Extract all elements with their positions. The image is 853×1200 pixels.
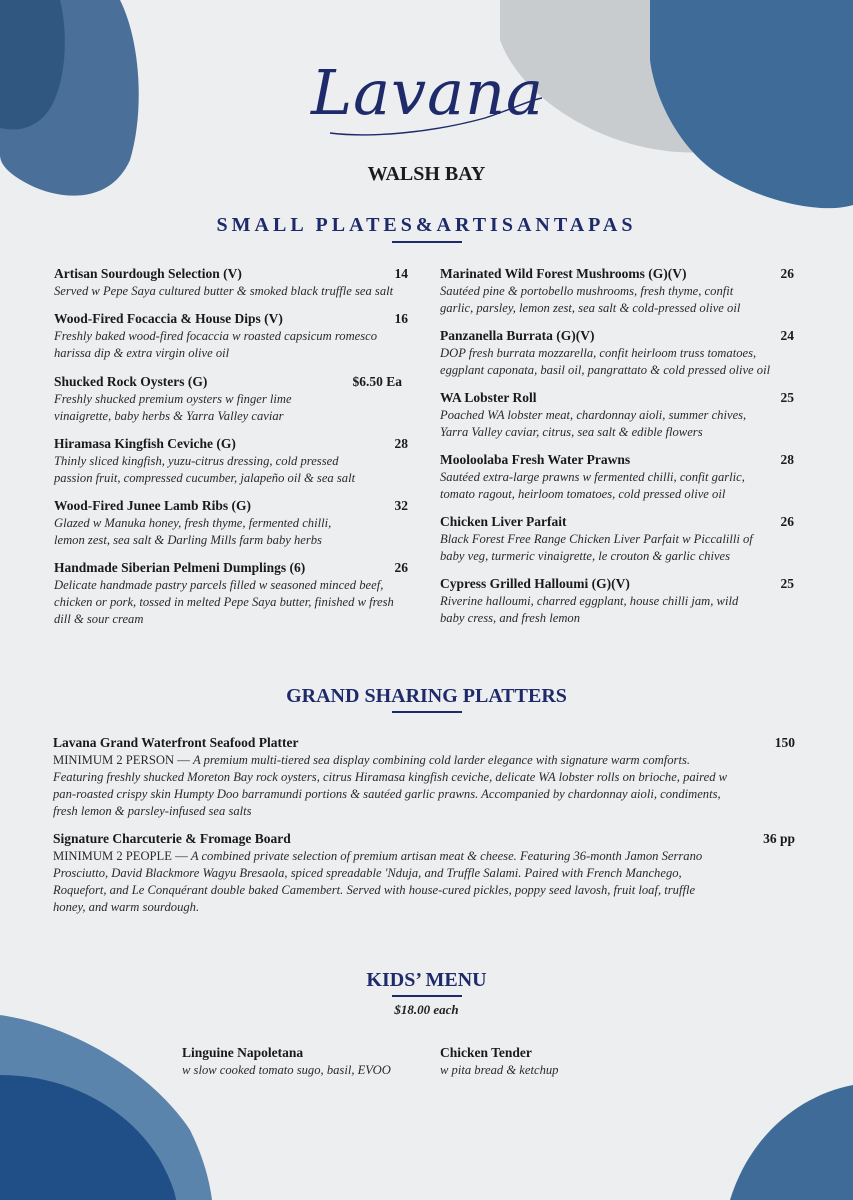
menu-item: [54, 266, 408, 300]
item-price: 24: [780, 328, 794, 343]
menu-item: [54, 374, 402, 425]
item-price: 26: [780, 266, 794, 281]
menu-item: [53, 735, 795, 820]
platters-title: GRAND SHARING PLATTERS: [286, 685, 567, 707]
menu-item: [440, 514, 794, 565]
item-price: 150: [774, 735, 795, 750]
item-name: Handmade Siberian Pelmeni Dumplings (6): [54, 560, 306, 575]
menu-item: [54, 560, 408, 628]
menu-item: [440, 576, 794, 627]
menu-item: [440, 1045, 680, 1079]
kids-underline: [392, 995, 462, 997]
menu-item: [182, 1045, 422, 1079]
menu-item: [53, 831, 795, 916]
item-price: 25: [780, 576, 794, 591]
item-name: Panzanella Burrata (G)(V): [440, 328, 595, 343]
menu-item: [54, 311, 408, 362]
menu-item: [54, 498, 408, 549]
menu-item: [440, 390, 794, 441]
item-price: 16: [394, 311, 408, 326]
item-description-text: A premium multi-tiered sea display combining cold larder elegance with signature warm comforts. Featuring freshly shucked Moreton Bay rock oysters, citrus Hiramasa kingfish ceviche, delicate WA lobster rolls on brioche, paired w pan-roasted crispy skin Humpty Doo barramundi portions & sautéed garlic prawns. Accompanied by chardonnay aioli, condiments, fresh lemon & parsley-infused sea salts: [53, 753, 728, 818]
item-description: DOP fresh burrata mozzarella, confit heirloom truss tomatoes, eggplant caponata, basil oil, pangrattato & cold pressed olive oil: [440, 346, 771, 377]
item-description: w pita bread & ketchup: [440, 1063, 559, 1077]
item-description: Delicate handmade pastry parcels filled w seasoned minced beef, chicken or pork, tossed in melted Pepe Saya butter, finished w fresh dill & sour cream: [54, 578, 394, 626]
item-name: Mooloolaba Fresh Water Prawns: [440, 452, 631, 467]
platters-underline: [392, 711, 462, 713]
item-description: Served w Pepe Saya cultured butter & smoked black truffle sea salt: [54, 284, 394, 298]
item-description: [53, 848, 703, 916]
item-name: Signature Charcuterie & Fromage Board: [53, 831, 291, 846]
item-description: Riverine halloumi, charred eggplant, house chilli jam, wild baby cress, and fresh lemon: [440, 594, 739, 625]
menu-item: [440, 452, 794, 503]
item-description: Freshly shucked premium oysters w finger lime vinaigrette, baby herbs & Yarra Valley caviar: [54, 392, 292, 423]
item-description: Sautéed extra-large prawns w fermented chilli, confit garlic, tomato ragout, heirloom tomatoes, cold pressed olive oil: [440, 470, 745, 501]
item-name: WA Lobster Roll: [440, 390, 537, 405]
item-price: $6.50 Ea: [352, 374, 402, 389]
item-price: 25: [780, 390, 794, 405]
item-name: Shucked Rock Oysters (G): [54, 374, 208, 389]
item-name: Chicken Liver Parfait: [440, 514, 567, 529]
kids-title: KIDS’ MENU: [366, 969, 487, 991]
small-plates-title: SMALL PLATES&ARTISANTAPAS: [216, 214, 637, 236]
item-name: Artisan Sourdough Selection (V): [54, 266, 242, 281]
item-description: [53, 752, 743, 820]
item-name: Hiramasa Kingfish Ceviche (G): [54, 436, 236, 451]
item-description: w slow cooked tomato sugo, basil, EVOO: [182, 1063, 391, 1077]
menu-item: [440, 328, 794, 379]
menu-item: [440, 266, 794, 317]
item-description: Freshly baked wood-fired focaccia w roasted capsicum romesco harissa dip & extra virgin olive oil: [54, 329, 378, 360]
item-price: 32: [394, 498, 408, 513]
item-price: 28: [394, 436, 408, 451]
item-description: Poached WA lobster meat, chardonnay aioli, summer chives, Yarra Valley caviar, citrus, sea salt & edible flowers: [440, 408, 747, 439]
item-price: 36 pp: [763, 831, 795, 846]
minimum-note: MINIMUM 2 PEOPLE —: [53, 849, 191, 863]
menu-item: [54, 436, 408, 487]
item-price: 26: [780, 514, 794, 529]
item-name: Cypress Grilled Halloumi (G)(V): [440, 576, 630, 591]
kids-price: $18.00 each: [394, 1002, 459, 1017]
logo: [310, 38, 545, 148]
venue-name: WALSH BAY: [367, 163, 486, 185]
item-description: Thinly sliced kingfish, yuzu-citrus dressing, cold pressed passion fruit, compressed cucumber, jalapeño oil & sea salt: [54, 454, 356, 485]
item-description: Sautéed pine & portobello mushrooms, fresh thyme, confit garlic, parsley, lemon zest, sea salt & cold-pressed olive oil: [440, 284, 741, 315]
minimum-note: MINIMUM 2 PERSON —: [53, 753, 193, 767]
item-name: Wood-Fired Focaccia & House Dips (V): [54, 311, 283, 326]
item-description: Black Forest Free Range Chicken Liver Parfait w Piccalilli of baby veg, turmeric vinaigrette, le crouton & garlic chives: [440, 532, 753, 563]
item-price: 14: [394, 266, 408, 281]
small-plates-underline: [392, 241, 462, 243]
item-name: Linguine Napoletana: [182, 1045, 304, 1060]
item-price: 26: [394, 560, 408, 575]
item-price: 28: [780, 452, 794, 467]
item-description-text: A combined private selection of premium artisan meat & cheese. Featuring 36-month Jamon Serrano Prosciutto, David Blackmore Wagyu Bresaola, spiced spreadable 'Nduja, and Truffle Salami. Paired with French Manchego, Roquefort, and Le Conquérant double baked Camembert. Served with house-cured pickles, poppy seed lavosh, fruit loaf, truffle honey, and warm sourdough.: [53, 849, 703, 914]
item-name: Lavana Grand Waterfront Seafood Platter: [53, 735, 299, 750]
item-description: Glazed w Manuka honey, fresh thyme, fermented chilli, lemon zest, sea salt & Darling Mills farm baby herbs: [54, 516, 332, 547]
item-name: Chicken Tender: [440, 1045, 532, 1060]
item-name: Marinated Wild Forest Mushrooms (G)(V): [440, 266, 687, 281]
logo-text: Lavana: [310, 56, 545, 129]
item-name: Wood-Fired Junee Lamb Ribs (G): [54, 498, 252, 513]
